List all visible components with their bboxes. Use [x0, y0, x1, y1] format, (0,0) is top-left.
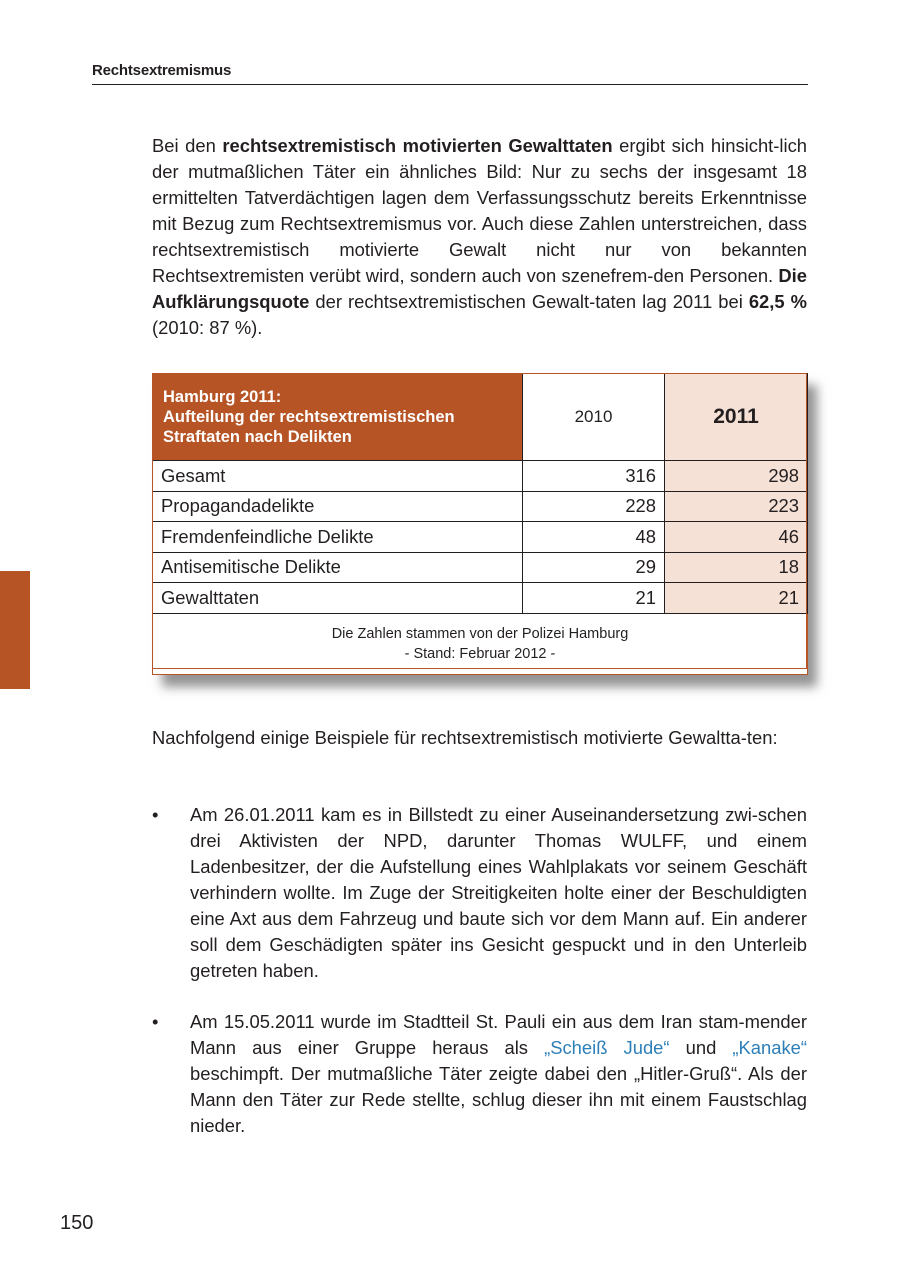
chapter-side-tab [0, 571, 30, 689]
row-label: Fremdenfeindliche Delikte [153, 522, 523, 553]
list-item-text [190, 1009, 807, 1139]
quoted-insult: „Kanake“ [732, 1037, 808, 1058]
row-label: Gewalttaten [153, 583, 523, 614]
table-title-line: Aufteilung der rechtsextremistischen [163, 408, 455, 426]
table-title-line: Straftaten nach Delikten [163, 428, 352, 446]
running-header: Rechtsextremismus [92, 62, 808, 85]
bold-run: rechtsextremistisch motivierten Gewalttaten [222, 135, 613, 156]
table-header-row [153, 374, 808, 461]
value-2010: 29 [523, 552, 665, 583]
paragraph-examples-intro: Nachfolgend einige Beispiele für rechtsextremistisch motivierte Gewaltta-ten: [152, 727, 778, 748]
column-header-2011: 2011 [665, 374, 808, 461]
table-source-note [153, 613, 808, 674]
text-run: Am 15.05.2011 wurde im Stadtteil St. Pauli ein aus dem Iran stam-mender Mann aus einer Gruppe heraus als [190, 1011, 807, 1058]
row-label: Propagandadelikte [153, 491, 523, 522]
table-row [153, 522, 808, 553]
table-title [153, 374, 523, 461]
text-run: ergibt sich hinsicht-lich der mutmaßlichen Täter ein ähnliches Bild: Nur zu sechs der insgesamt 18 ermittelten Tatverdächtigen lagen dem Verfassungsschutz bereits Erkenntnisse mit Bezug zum Rechtsextremismus vor. Auch diese Zahlen unterstreichen, dass rechtsextremistisch motivierte Gewalt nicht nur von bekannten Rechtsextremisten verübt wird, sondern auch von szenefrem-den Personen. [152, 135, 807, 286]
bullet-icon: • [152, 1011, 159, 1032]
bold-run: Die Aufklärungsquote [152, 265, 807, 312]
statistics-table [152, 373, 808, 675]
row-label: Antisemitische Delikte [153, 552, 523, 583]
source-line: - Stand: Februar 2012 - [404, 645, 556, 662]
bullet-icon: • [152, 804, 159, 825]
value-2010: 316 [523, 461, 665, 492]
table-row [153, 583, 808, 614]
text-run: und [669, 1037, 733, 1058]
source-line: Die Zahlen stammen von der Polizei Hamburg [331, 625, 629, 642]
row-label: Gesamt [153, 461, 523, 492]
text-run: (2010: 87 %). [152, 317, 263, 338]
text-run: der rechtsextremistischen Gewalt-taten lag 2011 bei [309, 291, 749, 312]
quoted-insult: „Scheiß Jude“ [544, 1037, 670, 1058]
table-row [153, 552, 808, 583]
value-2011: 223 [665, 491, 808, 522]
table-source-row [153, 613, 808, 674]
value-2011: 46 [665, 522, 808, 553]
list-item-text: Am 26.01.2011 kam es in Billstedt zu einer Auseinandersetzung zwi-schen drei Aktivisten der NPD, darunter Thomas WULFF, und einem Ladenbesitzer, der die Aufstellung eines Wahlplakats vor seinem Geschäft verhindern wollte. Im Zuge der Streitigkeiten holte einer der Beschuldigten eine Axt aus dem Fahrzeug und baute sich vor dem Mann auf. Ein anderer soll dem Geschädigten später ins Gesicht gespuckt und in den Unterleib getreten haben. [190, 804, 807, 981]
value-2011: 21 [665, 583, 808, 614]
paragraph-intro [152, 133, 807, 341]
statistics-table-box [152, 373, 807, 675]
text-run: beschimpft. Der mutmaßliche Täter zeigte dabei den „Hitler-Gruß“. Als der Mann den Täter zur Rede stellte, schlug dieser ihn mit einem Faustschlag nieder. [190, 1063, 807, 1136]
table-row [153, 491, 808, 522]
value-2011: 298 [665, 461, 808, 492]
column-header-2010: 2010 [523, 374, 665, 461]
value-2010: 21 [523, 583, 665, 614]
list-item [152, 802, 807, 984]
text-run: Bei den [152, 135, 223, 156]
table-title-line: Hamburg 2011: [163, 388, 282, 406]
bold-run: 62,5 % [748, 291, 807, 312]
list-item [152, 1009, 807, 1139]
value-2010: 228 [523, 491, 665, 522]
value-2011: 18 [665, 552, 808, 583]
table-row [153, 461, 808, 492]
page-number: 150 [60, 1212, 94, 1234]
value-2010: 48 [523, 522, 665, 553]
